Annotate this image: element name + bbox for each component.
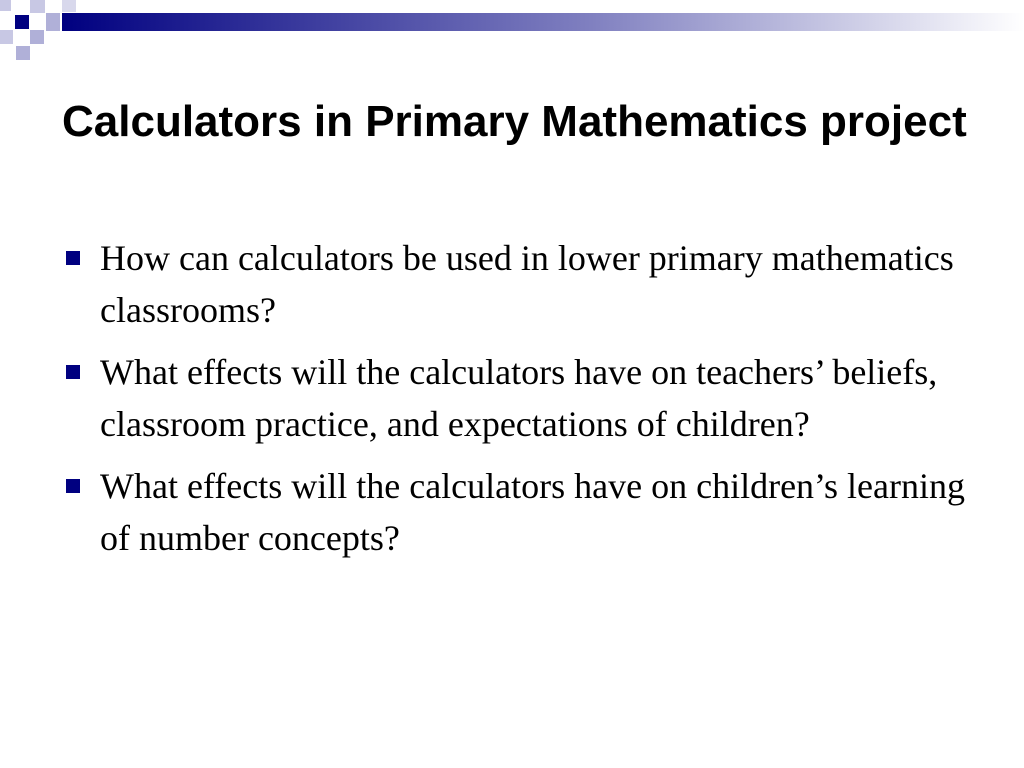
corner-square-navy-icon bbox=[15, 15, 29, 29]
square-bullet-icon bbox=[66, 479, 80, 493]
square-bullet-icon bbox=[66, 251, 80, 265]
bullet-item bbox=[62, 232, 982, 336]
square-bullet-icon bbox=[66, 365, 80, 379]
corner-square-light-icon bbox=[16, 46, 30, 60]
bullet-text: How can calculators be used in lower primary mathematics classrooms? bbox=[100, 238, 954, 330]
bullet-item bbox=[62, 460, 982, 564]
corner-square-light-icon bbox=[30, 30, 44, 44]
slide-title: Calculators in Primary Mathematics project bbox=[62, 97, 967, 146]
corner-square-light-icon bbox=[46, 13, 60, 31]
bullet-list bbox=[62, 232, 982, 574]
bullet-text: What effects will the calculators have on children’s learning of number concepts? bbox=[100, 466, 966, 558]
corner-square-light-icon bbox=[0, 0, 11, 11]
header-gradient-bar bbox=[0, 13, 1024, 31]
bullet-item bbox=[62, 346, 982, 450]
corner-square-light-icon bbox=[0, 30, 13, 44]
corner-square-light-icon bbox=[30, 0, 45, 13]
corner-square-light-icon bbox=[62, 0, 76, 12]
bullet-text: What effects will the calculators have on teachers’ beliefs, classroom practice, and expectations of children? bbox=[100, 352, 938, 444]
